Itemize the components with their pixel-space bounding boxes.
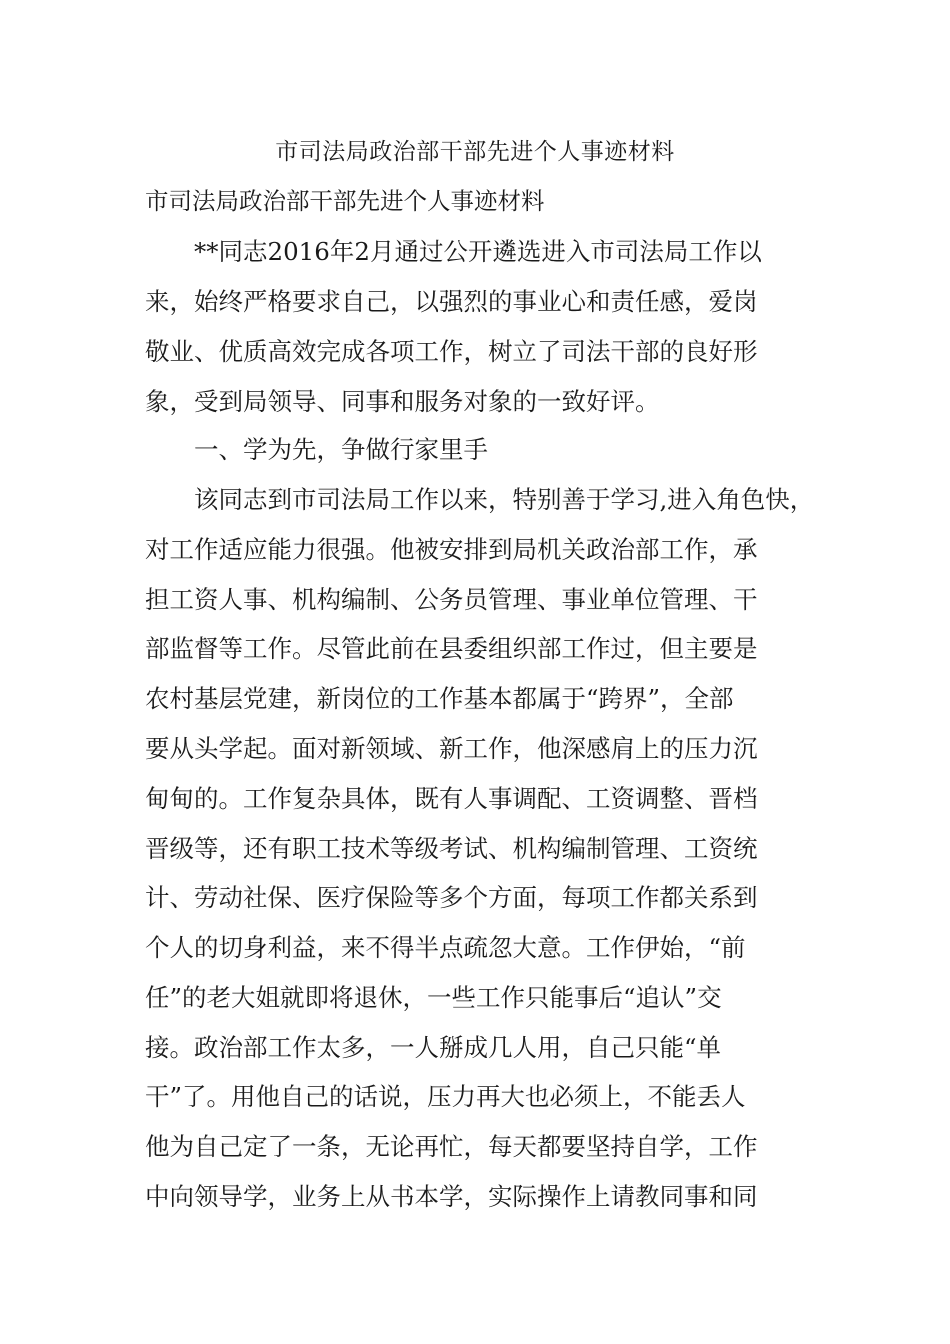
paragraph-line: 计、劳动社保、医疗保险等多个方面，每项工作都关系到 xyxy=(145,883,758,912)
paragraph-line: 敬业、优质高效完成各项工作，树立了司法干部的良好形 xyxy=(145,337,758,366)
paragraph-line: 要从头学起。面对新领域、新工作，他深感肩上的压力沉 xyxy=(145,734,758,763)
paragraph-line: 晋级等，还有职工技术等级考试、机构编制管理、工资统 xyxy=(145,834,758,863)
paragraph-line: 该同志到市司法局工作以来，特别善于学习,进入角色快， xyxy=(145,485,815,514)
paragraph-line: 来，始终严格要求自己，以强烈的事业心和责任感，爱岗 xyxy=(145,287,758,316)
paragraph-line: 任”的老大姐就即将退休，一些工作只能事后“追认”交 xyxy=(145,983,722,1012)
paragraph-line: 中向领导学，业务上从书本学，实际操作上请教同事和同 xyxy=(145,1182,758,1211)
paragraph-line: 担工资人事、机构编制、公务员管理、事业单位管理、干 xyxy=(145,585,758,614)
paragraph-line: 象，受到局领导、同事和服务对象的一致好评。 xyxy=(145,387,660,416)
section-heading: 一、学为先，争做行家里手 xyxy=(145,435,488,464)
paragraph-line: 部监督等工作。尽管此前在县委组织部工作过，但主要是 xyxy=(145,634,758,663)
paragraph-line: 甸甸的。工作复杂具体，既有人事调配、工资调整、晋档 xyxy=(145,784,758,813)
paragraph-line: 对工作适应能力很强。他被安排到局机关政治部工作，承 xyxy=(145,535,758,564)
paragraph-line: 他为自己定了一条，无论再忙，每天都要坚持自学，工作 xyxy=(145,1132,758,1161)
document-title: 市司法局政治部干部先进个人事迹材料 xyxy=(275,139,675,165)
paragraph-line: 个人的切身利益，来不得半点疏忽大意。工作伊始，“前 xyxy=(145,933,746,962)
paragraph-line: 农村基层党建，新岗位的工作基本都属于“跨界”，全部 xyxy=(145,684,734,713)
paragraph-line: 接。政治部工作太多，一人掰成几人用，自己只能“单 xyxy=(145,1033,722,1062)
paragraph-line: **同志2016年2月通过公开遴选进入市司法局工作以 xyxy=(145,237,762,266)
document-subtitle: 市司法局政治部干部先进个人事迹材料 xyxy=(145,187,545,215)
paragraph-line: 干”了。用他自己的话说，压力再大也必须上，不能丢人 xyxy=(145,1082,746,1111)
